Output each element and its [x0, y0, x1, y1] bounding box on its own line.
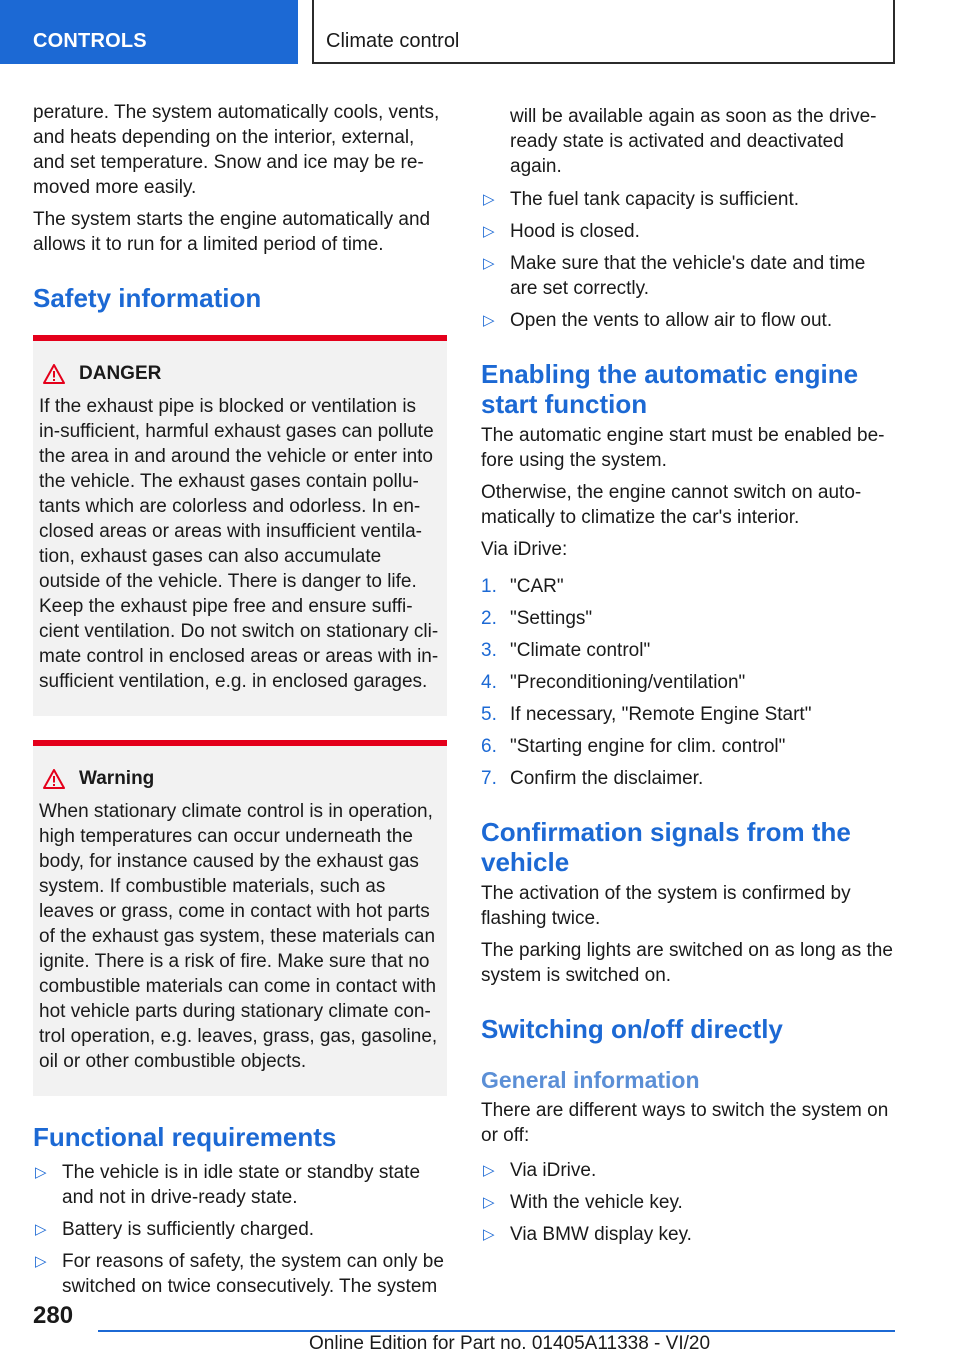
safety-heading: Safety information: [33, 283, 262, 313]
warning-title: Warning: [79, 768, 155, 789]
ways-list: [481, 1158, 895, 1247]
chapter-tab: Climate control: [312, 0, 895, 64]
enable-paragraph-3: Via iDrive:: [481, 539, 568, 560]
left-column: [33, 100, 447, 1306]
right-column: [481, 104, 895, 1254]
triangle-bullet-icon: ▷: [35, 1164, 47, 1181]
enable-paragraph-1: The automatic engine start must be enabled be-fore using the system.: [481, 425, 885, 471]
triangle-bullet-icon: ▷: [35, 1253, 47, 1270]
section-tab: CONTROLS: [0, 0, 298, 64]
requirements-list: [481, 187, 895, 333]
list-item: 7. Confirm the disclaimer.: [481, 768, 704, 789]
footer-divider: [98, 1330, 895, 1332]
enable-heading: Enabling the automatic engine start function: [481, 359, 859, 419]
intro-paragraph-2: The system starts the engine automatically and allows it to run for a limited period of time.: [33, 209, 431, 255]
list-item: ▷ For reasons of safety, the system can only be switched on twice consecutively. The system: [35, 1251, 444, 1297]
confirm-paragraph-2: The parking lights are switched on as long as the system is switched on.: [481, 940, 893, 986]
triangle-bullet-icon: ▷: [483, 255, 495, 272]
list-item: ▷ Battery is sufficiently charged.: [35, 1219, 315, 1240]
warning-triangle-icon: [43, 769, 65, 789]
list-item: 4. "Preconditioning/ventilation": [481, 672, 746, 693]
warning-text: When stationary climate control is in operation, high temperatures can occur underneath the body, for instance caused by the exhaust gas system. If combustible materials, such as leaves or grass, come in contact with hot parts of the exhaust gas system, these materials can ignite. There is a risk of fire. Make sure that no combustible materials can come in contact with hot vehicle parts during stationary climate con-trol operation, e.g. leaves, grass, gas, gasoline, oil or other combustible objects.: [39, 801, 438, 1072]
warning-triangle-icon: [43, 364, 65, 384]
list-item: ▷ The fuel tank capacity is sufficient.: [483, 189, 800, 210]
enable-paragraph-2: Otherwise, the engine cannot switch on auto-matically to climatize the car's interior.: [481, 482, 862, 528]
list-item: ▷ Make sure that the vehicle's date and time are set correctly.: [483, 253, 866, 299]
triangle-bullet-icon: ▷: [35, 1221, 47, 1238]
list-item: 5. If necessary, "Remote Engine Start": [481, 704, 812, 725]
triangle-bullet-icon: ▷: [483, 1194, 495, 1211]
page-number: 280: [33, 1302, 74, 1329]
list-item: ▷ Via iDrive.: [483, 1160, 597, 1181]
list-item: 3. "Climate control": [481, 640, 651, 661]
steps-list: [481, 574, 895, 791]
page-header: [0, 0, 960, 66]
switch-heading: Switching on/off directly: [481, 1014, 783, 1044]
triangle-bullet-icon: ▷: [483, 1162, 495, 1179]
triangle-bullet-icon: ▷: [483, 223, 495, 240]
confirm-heading: Confirmation signals from the vehicle: [481, 817, 851, 877]
danger-text: If the exhaust pipe is blocked or ventilation is in-sufficient, harmful exhaust gases can pollute the area in and around the vehicle or enter into the vehicle. The exhaust gases contain pollu-tants which are colorless and odorless. In en-closed areas or areas with insufficient ventila-tion, exhaust gases can also accumulate outside of the vehicle. There is danger to life. Keep the exhaust pipe free and ensure suffi-cient ventilation. Do not switch on stationary cli-mate control in enclosed areas or areas with in-sufficient ventilation, e.g. in enclosed garages.: [39, 396, 439, 692]
list-item: ▷ The vehicle is in idle state or standby state and not in drive-ready state.: [35, 1162, 421, 1208]
list-item: ▷ Hood is closed.: [483, 221, 640, 242]
edition-text: Online Edition for Part no. 01405A11338 - VI/20: [309, 1333, 711, 1354]
general-paragraph: There are different ways to switch the system on or off:: [481, 1100, 889, 1146]
list-item: ▷ Open the vents to allow air to flow out.: [483, 310, 833, 331]
triangle-bullet-icon: ▷: [483, 312, 495, 329]
danger-title-row: [39, 361, 441, 386]
list-item: 2. "Settings": [481, 608, 593, 629]
danger-box: [33, 335, 447, 716]
general-subheading: General information: [481, 1067, 700, 1093]
list-item: ▷ With the vehicle key.: [483, 1192, 683, 1213]
confirm-paragraph-1: The activation of the system is confirmed by flashing twice.: [481, 883, 851, 929]
continued-text: will be available again as soon as the drive-ready state is activated and deactivated again.: [510, 106, 877, 177]
triangle-bullet-icon: ▷: [483, 1226, 495, 1243]
functional-heading: Functional requirements: [33, 1122, 337, 1152]
list-item: 1. "CAR": [481, 576, 564, 597]
functional-list: [33, 1160, 447, 1299]
warning-title-row: [39, 766, 441, 791]
danger-title: DANGER: [79, 363, 162, 384]
warning-box: [33, 740, 447, 1096]
triangle-bullet-icon: ▷: [483, 191, 495, 208]
list-item: 6. "Starting engine for clim. control": [481, 736, 786, 757]
list-item: ▷ Via BMW display key.: [483, 1224, 692, 1245]
intro-paragraph-1: perature. The system automatically cools, vents, and heats depending on the interior, external, and set temperature. Snow and ice may be re-moved more easily.: [33, 102, 440, 198]
